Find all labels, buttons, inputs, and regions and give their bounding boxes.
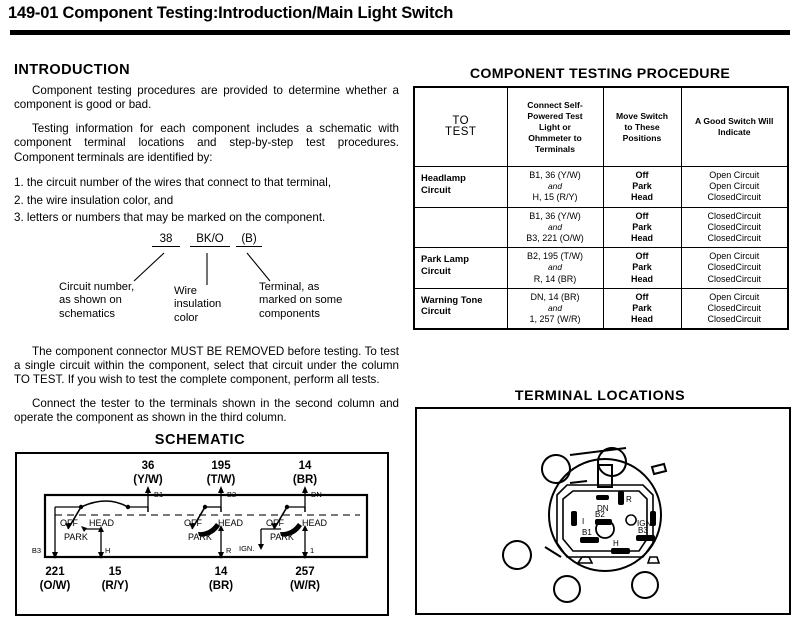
cell-switch-positions: [603, 207, 681, 248]
table-row: [414, 248, 788, 289]
cell-test-name: [414, 207, 507, 248]
schematic-top-terminal-2: B2: [227, 490, 237, 499]
cell-terminals: [507, 207, 603, 248]
test-name-line: Headlamp: [421, 172, 466, 183]
testing-procedure-title: COMPONENT TESTING PROCEDURE: [469, 66, 731, 82]
indication: Open Circuit: [709, 291, 760, 302]
wire-code-callout-diagram: [14, 233, 399, 341]
cell-switch-positions: [603, 288, 681, 329]
callout-desc-line: Wire: [174, 284, 197, 297]
cell-terminals: [507, 288, 603, 329]
cell-switch-positions: [603, 167, 681, 208]
cell-terminals: [507, 248, 603, 289]
terminal-a: B1, 36 (Y/W): [529, 210, 581, 221]
switch-label-off-3: OFF: [266, 518, 284, 528]
switch-position: Off: [635, 170, 649, 180]
test-name-line: Park Lamp: [421, 253, 469, 265]
switch-position: Park: [632, 303, 652, 314]
list-item: 1. the circuit number of the wires that connect to that terminal,: [14, 176, 332, 190]
switch-position: Park: [632, 262, 652, 273]
schematic-top-terminal-1: B1: [154, 490, 164, 499]
intro-paragraph-1: Component testing procedures are provided to determine whether a component is good or bad.: [14, 84, 399, 112]
list-item: 2. the wire insulation color, and: [14, 193, 174, 207]
ign-locator-notch: [626, 515, 636, 525]
header-line: Connect Self-: [527, 99, 583, 110]
table-header: [414, 87, 788, 167]
schematic-bottom-color-3: (BR): [208, 580, 234, 592]
terminal-b: R, 14 (BR): [533, 273, 577, 284]
column-header-connect-terminals: [507, 87, 603, 167]
terminal-blade-b3: [636, 535, 655, 541]
header-line: TEST: [445, 126, 477, 138]
terminal-conjunction: and: [548, 221, 562, 232]
terminal-locations-title: TERMINAL LOCATIONS: [514, 388, 686, 404]
switch-position: Park: [632, 221, 652, 232]
terminal-b: 1, 257 (W/R): [529, 314, 581, 325]
schematic-bottom-number-1: 221: [45, 566, 65, 578]
column-header-move-switch: [603, 87, 681, 167]
header-line: Ohmmeter to: [528, 132, 582, 143]
component-testing-procedure-table: [413, 86, 789, 330]
cell-switch-positions: [603, 248, 681, 289]
switch-position: Off: [635, 251, 649, 262]
header-divider: [10, 30, 790, 35]
schematic-top-color-2: (T/W): [206, 474, 236, 486]
schematic-bottom-number-2: 15: [108, 566, 122, 578]
header-line: TO: [452, 115, 470, 127]
indication: Open Circuit: [709, 181, 760, 192]
switch-position: Park: [632, 181, 652, 192]
schematic-diagram: [15, 452, 389, 616]
terminal-locations-diagram: [415, 407, 791, 615]
test-name-line: Circuit: [421, 264, 451, 276]
terminal-a: B2, 195 (T/W): [526, 251, 583, 262]
callout-desc-line: marked on some: [259, 294, 343, 307]
schematic-title: SCHEMATIC: [154, 432, 246, 448]
intro-paragraph-3: The component connector MUST BE REMOVED before testing. To test a single circuit within the component, select that circuit under the column TO TEST. If you wish to test the complete component, perform all tests.: [14, 344, 399, 387]
indication: ClosedCircuit: [707, 210, 762, 221]
schematic-bottom-terminal-1: B3: [31, 546, 41, 555]
terminal-conjunction: and: [548, 303, 562, 314]
terminal-a: B1, 36 (Y/W): [529, 170, 581, 180]
switch-label-off-2: OFF: [184, 518, 202, 528]
indication: ClosedCircuit: [707, 273, 762, 284]
terminal-b: B3, 221 (O/W): [526, 233, 584, 244]
schematic-top-number-2: 195: [211, 460, 231, 472]
switch-label-park-3: PARK: [270, 532, 294, 542]
switch-position: Off: [635, 210, 649, 221]
table-body: [414, 167, 788, 330]
switch-position: Head: [630, 273, 653, 284]
switch-pole-1: [55, 501, 148, 547]
intro-paragraph-2: Testing information for each component includes a schematic with component terminal locations and step-by-step test procedures. Component terminals are identified by:: [14, 121, 399, 164]
table-row: [414, 288, 788, 329]
mounting-hole-lower-right: [632, 572, 658, 598]
mounting-tab-upper-left: [542, 455, 570, 483]
terminal-blade-b2: [595, 519, 612, 525]
introduction-heading: INTRODUCTION: [14, 62, 130, 78]
terminal-label-h: H: [613, 539, 619, 548]
indication: ClosedCircuit: [707, 314, 762, 325]
column-header-to-test: [414, 87, 507, 167]
cell-indication: [681, 207, 788, 248]
terminal-blade-dn: [596, 495, 609, 500]
cell-indication: [681, 167, 788, 208]
switch-label-off-1: OFF: [60, 518, 78, 528]
switch-position: Head: [630, 314, 653, 325]
callout-desc-line: as shown on: [59, 294, 122, 307]
switch-position: Off: [635, 291, 649, 302]
indication: ClosedCircuit: [707, 262, 762, 273]
column-header-good-switch-indicate: [681, 87, 788, 167]
list-item: 3. letters or numbers that may be marked on the component.: [14, 211, 326, 225]
cell-test-name: [414, 167, 507, 208]
schematic-bottom-color-4: (W/R): [289, 580, 321, 592]
terminal-conjunction: and: [548, 262, 562, 273]
introduction-section: [14, 62, 399, 435]
switch-lug-right: [652, 464, 666, 474]
schematic-ign-label: IGN.: [239, 544, 255, 553]
terminal-b: H, 15 (R/Y): [532, 192, 578, 203]
terminal-label-r: R: [626, 495, 632, 504]
terminal-label-b3: B3: [638, 526, 648, 535]
test-name-line: Circuit: [421, 183, 451, 195]
terminal-label-dn: DN: [597, 504, 609, 513]
test-name-line: Circuit: [421, 305, 451, 317]
schematic-top-number-1: 36: [141, 460, 155, 472]
schematic-bottom-terminal-3: R: [226, 546, 232, 555]
callout-desc-line: Terminal, as: [259, 280, 320, 293]
intro-paragraph-4: Connect the tester to the terminals shown in the second column and operate the component as shown in the third column.: [14, 396, 399, 425]
cell-indication: [681, 248, 788, 289]
switch-label-head-1: HEAD: [89, 518, 115, 528]
cell-terminals: [507, 167, 603, 208]
keying-notch-right: [648, 557, 659, 563]
cell-indication: [681, 288, 788, 329]
callout-desc-circuit-number: [59, 281, 164, 322]
schematic-top-terminal-3: DN: [311, 490, 322, 499]
terminal-blade-r: [618, 491, 624, 505]
callout-desc-line: components: [259, 307, 320, 320]
callout-code-circuit-number: 38: [152, 233, 180, 247]
terminal-blade-h: [611, 548, 630, 554]
schematic-top-color-1: (Y/W): [133, 474, 163, 486]
switch-pole-2: [184, 505, 244, 547]
schematic-top-color-3: (BR): [292, 474, 318, 486]
indication: Open Circuit: [709, 170, 760, 180]
callout-desc-terminal: [259, 281, 384, 322]
indication: ClosedCircuit: [707, 192, 762, 203]
terminal-identification-list: [14, 174, 399, 227]
callout-desc-wire-color: [174, 285, 244, 326]
header-line: Terminals: [535, 143, 575, 154]
header-line: Light or: [539, 121, 571, 132]
switch-position: Head: [630, 192, 653, 203]
switch-position: Head: [630, 233, 653, 244]
page-title: 149-01 Component Testing:Introduction/Main Light Switch: [8, 4, 454, 22]
callout-code-terminal: (B): [236, 233, 262, 247]
header-line: Move Switch: [615, 110, 669, 121]
callout-desc-line: insulation: [174, 298, 222, 311]
switch-pole-3: [239, 505, 328, 553]
terminal-label-b2: B2: [595, 510, 605, 519]
switch-label-park-1: PARK: [64, 532, 88, 542]
table-header-row: [414, 87, 788, 167]
mounting-hole-lower-left: [554, 576, 580, 602]
schematic-top-number-3: 14: [298, 460, 312, 472]
terminal-conjunction: and: [548, 181, 562, 192]
schematic-bottom-color-1: (O/W): [39, 580, 71, 592]
terminal-label-i: I: [582, 517, 585, 526]
cell-test-name: [414, 248, 507, 289]
terminal-blade-b1: [580, 537, 599, 543]
indication: ClosedCircuit: [707, 221, 762, 232]
callout-code-wire-color: BK/O: [190, 233, 230, 247]
table-row: [414, 207, 788, 248]
schematic-bottom-color-2: (R/Y): [101, 580, 129, 592]
terminal-blade-i: [571, 511, 577, 526]
schematic-bottom-terminal-2: H: [105, 546, 111, 555]
test-name-line: Warning Tone: [421, 293, 483, 305]
header-line: A Good Switch Will: [695, 116, 774, 126]
schematic-bottom-number-4: 257: [295, 566, 315, 578]
cell-test-name: [414, 288, 507, 329]
switch-label-head-2: HEAD: [218, 518, 244, 528]
table-row: [414, 167, 788, 208]
mounting-tab-lower-left: [503, 541, 531, 569]
header-line: to These: [624, 121, 660, 132]
indication: ClosedCircuit: [707, 303, 762, 314]
terminal-label-b1: B1: [582, 528, 592, 537]
page-header: [8, 4, 792, 23]
header-line: Powered Test: [527, 110, 583, 121]
callout-desc-line: schematics: [59, 307, 115, 320]
schematic-bottom-number-3: 14: [214, 566, 228, 578]
header-line: Positions: [622, 132, 662, 143]
callout-desc-line: Circuit number,: [59, 280, 135, 293]
switch-label-head-3: HEAD: [302, 518, 328, 528]
terminal-a: DN, 14 (BR): [530, 291, 580, 302]
terminal-label-ign: IGN: [637, 519, 652, 528]
schematic-bottom-terminal-4: 1: [310, 546, 315, 555]
header-line: Indicate: [718, 127, 751, 137]
keying-notch-left: [578, 557, 592, 563]
indication: Open Circuit: [709, 251, 760, 262]
switch-label-park-2: PARK: [188, 532, 212, 542]
indication: ClosedCircuit: [707, 233, 762, 244]
callout-desc-line: color: [174, 311, 199, 324]
